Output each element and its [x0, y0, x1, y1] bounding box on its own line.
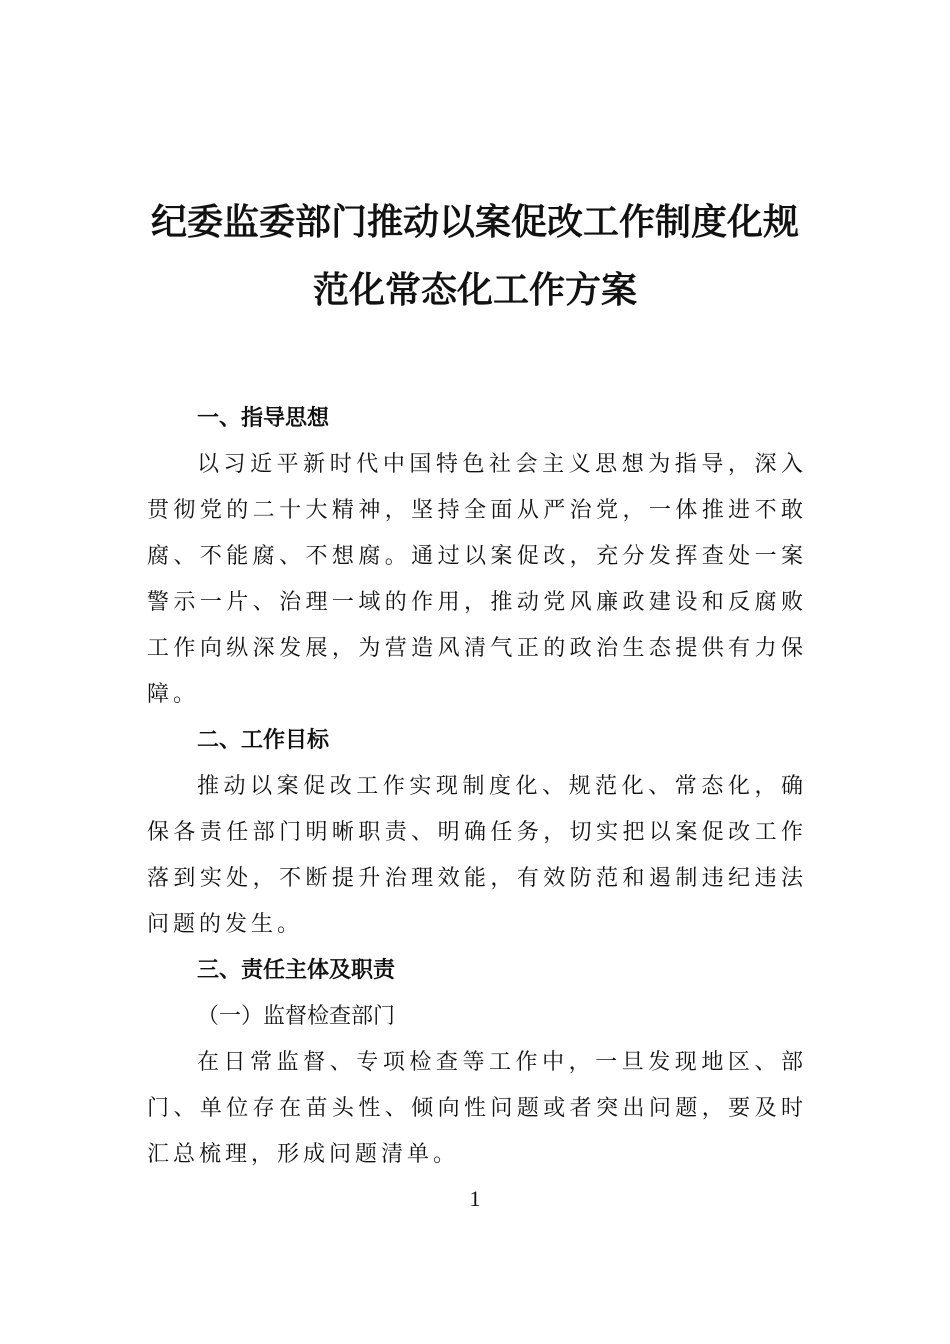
- section-heading-work-goals: 二、工作目标: [197, 728, 330, 753]
- document-body: [147, 396, 807, 1178]
- section-paragraph-work-goals: 推动以案促改工作实现制度化、规范化、常态化，确保各责任部门明晰职责、明确任务，切实把以案促改工作落到实处，不断提升治理效能，有效防范和遏制违纪违法问题的发生。: [147, 774, 807, 937]
- document-title-line-1: 纪委监委部门推动以案促改工作制度化规: [150, 202, 799, 243]
- page-number: 1: [469, 1186, 481, 1211]
- document-title-line-2: 范化常态化工作方案: [312, 270, 637, 311]
- section-heading-responsibilities: 三、责任主体及职责: [197, 958, 396, 983]
- section-heading-guiding-ideology: 一、指导思想: [197, 406, 330, 431]
- subsection-heading-supervision-dept: （一）监督检查部门: [197, 1004, 396, 1029]
- section-paragraph-guiding-ideology: 以习近平新时代中国特色社会主义思想为指导，深入贯彻党的二十大精神，坚持全面从严治党，一体推进不敢腐、不能腐、不想腐。通过以案促改，充分发挥查处一案警示一片、治理一域的作用，推动党风廉政建设和反腐败工作向纵深发展，为营造风清气正的政治生态提供有力保障。: [147, 452, 807, 707]
- section-paragraph-supervision-dept: 在日常监督、专项检查等工作中，一旦发现地区、部门、单位存在苗头性、倾向性问题或者突出问题，要及时汇总梳理，形成问题清单。: [147, 1050, 807, 1167]
